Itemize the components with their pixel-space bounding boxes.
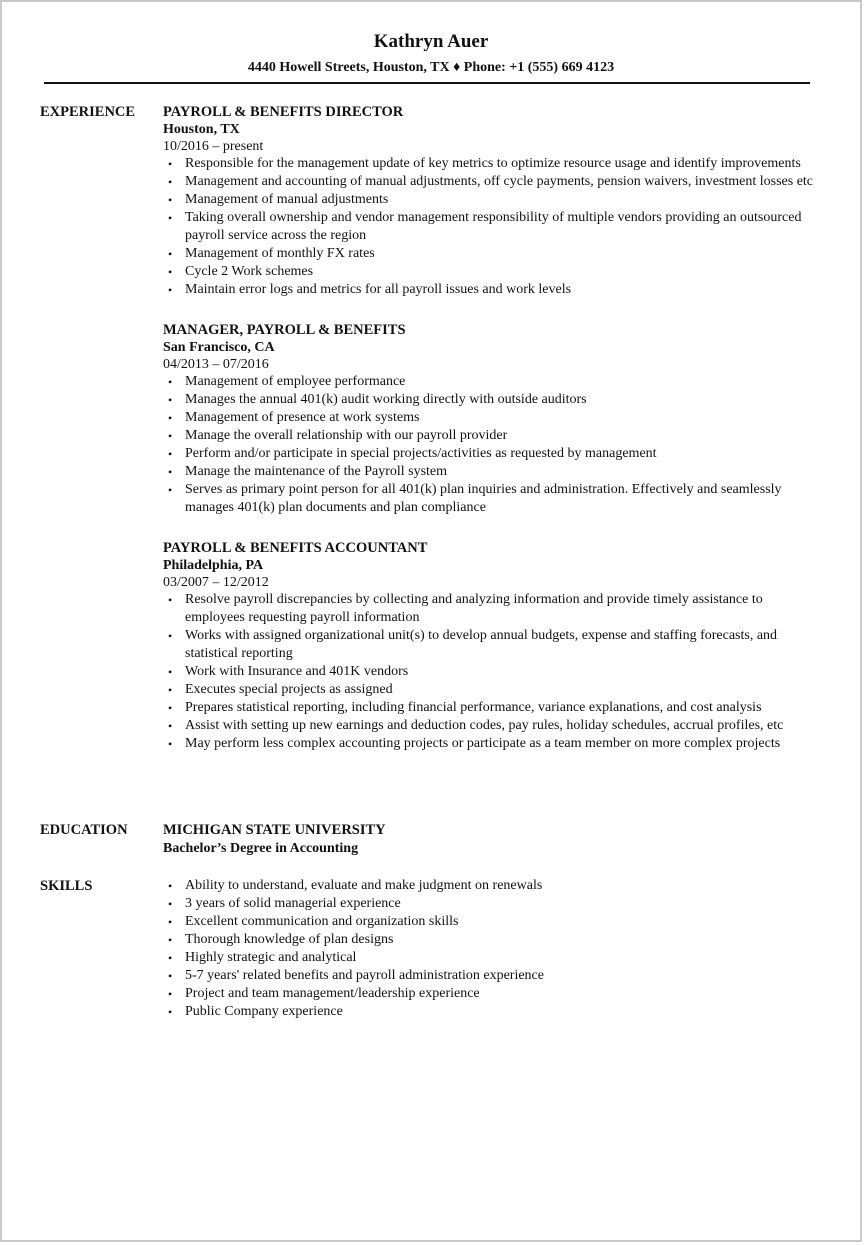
bullet-icon: • (168, 393, 173, 407)
job-bullets (163, 155, 823, 299)
job-bullets (163, 373, 823, 517)
bullet-icon: • (168, 157, 173, 171)
job-location: Houston, TX (163, 122, 240, 137)
list-item-text: Manage the overall relationship with our payroll provider (185, 428, 508, 443)
list-item (163, 591, 823, 627)
list-item-text: 3 years of solid managerial experience (185, 896, 401, 911)
education-school: MICHIGAN STATE UNIVERSITY (163, 822, 386, 838)
job-dates: 04/2013 – 07/2016 (163, 357, 269, 372)
bullet-icon: • (168, 987, 173, 1001)
list-item (163, 245, 823, 263)
bullet-icon: • (168, 719, 173, 733)
experience-label: EXPERIENCE (40, 104, 136, 120)
list-item (163, 735, 823, 753)
bullet-icon: • (168, 665, 173, 679)
education-label: EDUCATION (40, 822, 128, 838)
list-item (163, 209, 823, 245)
job-entry (163, 539, 823, 753)
list-item (163, 985, 823, 1003)
list-item (163, 663, 823, 681)
list-item (163, 481, 823, 517)
list-item (163, 627, 823, 663)
job-title: MANAGER, PAYROLL & BENEFITS (163, 322, 406, 338)
list-item (163, 895, 823, 913)
bullet-icon: • (168, 879, 173, 893)
job-entry (163, 321, 823, 517)
list-item-text: Manage the maintenance of the Payroll system (185, 464, 448, 479)
bullet-icon: • (168, 247, 173, 261)
list-item (163, 263, 823, 281)
bullet-icon: • (168, 1005, 173, 1019)
header-divider (44, 82, 810, 84)
job-dates: 03/2007 – 12/2012 (163, 575, 269, 590)
education-degree: Bachelor’s Degree in Accounting (163, 841, 359, 856)
list-item (163, 373, 823, 391)
bullet-icon: • (168, 465, 173, 479)
bullet-icon: • (168, 737, 173, 751)
list-item-text: 5-7 years' related benefits and payroll administration experience (185, 968, 544, 983)
contact-line: 4440 Howell Streets, Houston, TX ♦ Phone: +1 (555) 669 4123 (247, 60, 615, 75)
bullet-icon: • (168, 897, 173, 911)
experience-body (163, 103, 823, 775)
job-title: PAYROLL & BENEFITS DIRECTOR (163, 104, 404, 120)
bullet-icon: • (168, 411, 173, 425)
bullet-icon: • (168, 175, 173, 189)
job-title: PAYROLL & BENEFITS ACCOUNTANT (163, 540, 428, 556)
list-item-text: Responsible for the management update of key metrics to optimize resource usage and identify improvements (185, 156, 801, 171)
job-entry (163, 103, 823, 299)
list-item (163, 445, 823, 463)
list-item (163, 681, 823, 699)
bullet-icon: • (168, 265, 173, 279)
list-item-text: Manages the annual 401(k) audit working directly with outside auditors (185, 392, 587, 407)
skills-label: SKILLS (40, 878, 93, 894)
list-item (163, 155, 823, 173)
skills-body (163, 877, 823, 1021)
education-body (163, 821, 823, 859)
list-item (163, 281, 823, 299)
bullet-icon: • (168, 951, 173, 965)
bullet-icon: • (168, 969, 173, 983)
list-item-text: May perform less complex accounting projects or participate as a team member on more complex projects (185, 736, 781, 751)
list-item (163, 191, 823, 209)
list-item-text: Executes special projects as assigned (185, 682, 393, 697)
list-item-text: Cycle 2 Work schemes (185, 264, 314, 279)
job-location: Philadelphia, PA (163, 558, 264, 573)
bullet-icon: • (168, 429, 173, 443)
list-item-text: Management of manual adjustments (185, 192, 389, 207)
job-dates: 10/2016 – present (163, 139, 264, 154)
list-item (163, 1003, 823, 1021)
bullet-icon: • (168, 701, 173, 715)
bullet-icon: • (168, 193, 173, 207)
list-item-text: Highly strategic and analytical (185, 950, 357, 965)
list-item-text: Work with Insurance and 401K vendors (185, 664, 409, 679)
bullet-icon: • (168, 447, 173, 461)
list-item-text: Project and team management/leadership experience (185, 986, 480, 1001)
resume-header (2, 30, 860, 77)
list-item-text: Works with assigned organizational unit(s) to develop annual budgets, expense and staffing forecasts, and statistical reporting (185, 628, 778, 661)
bullet-icon: • (168, 283, 173, 297)
list-item-text: Management of monthly FX rates (185, 246, 375, 261)
list-item-text: Management and accounting of manual adjustments, off cycle payments, pension waivers, investment losses etc (185, 174, 814, 189)
bullet-icon: • (168, 915, 173, 929)
bullet-icon: • (168, 483, 173, 497)
list-item-text: Maintain error logs and metrics for all payroll issues and work levels (185, 282, 572, 297)
list-item-text: Perform and/or participate in special projects/activities as requested by management (185, 446, 657, 461)
bullet-icon: • (168, 933, 173, 947)
candidate-name: Kathryn Auer (373, 31, 489, 52)
list-item (163, 717, 823, 735)
list-item-text: Resolve payroll discrepancies by collecting and analyzing information and provide timely assistance to employees requesting payroll information (185, 592, 763, 625)
list-item-text: Taking overall ownership and vendor management responsibility of multiple vendors providing an outsourced payroll service across the region (185, 210, 802, 243)
list-item (163, 463, 823, 481)
list-item-text: Assist with setting up new earnings and deduction codes, pay rules, holiday schedules, accrual profiles, etc (185, 718, 784, 733)
list-item (163, 699, 823, 717)
list-item-text: Excellent communication and organization skills (185, 914, 459, 929)
list-item-text: Serves as primary point person for all 401(k) plan inquiries and administration. Effectively and seamlessly manages 401(k) plan documents and plan compliance (185, 482, 782, 515)
list-item (163, 913, 823, 931)
list-item-text: Management of presence at work systems (185, 410, 420, 425)
bullet-icon: • (168, 211, 173, 225)
list-item (163, 877, 823, 895)
bullet-icon: • (168, 593, 173, 607)
job-location: San Francisco, CA (163, 340, 275, 355)
bullet-icon: • (168, 375, 173, 389)
list-item (163, 391, 823, 409)
list-item-text: Prepares statistical reporting, including financial performance, variance explanations, and cost analysis (185, 700, 762, 715)
bullet-icon: • (168, 629, 173, 643)
bullet-icon: • (168, 683, 173, 697)
job-bullets (163, 591, 823, 753)
list-item (163, 427, 823, 445)
list-item (163, 967, 823, 985)
list-item (163, 949, 823, 967)
list-item-text: Ability to understand, evaluate and make judgment on renewals (185, 878, 543, 893)
list-item-text: Thorough knowledge of plan designs (185, 932, 394, 947)
list-item (163, 173, 823, 191)
list-item-text: Public Company experience (185, 1004, 343, 1019)
list-item (163, 931, 823, 949)
list-item-text: Management of employee performance (185, 374, 406, 389)
list-item (163, 409, 823, 427)
skills-list (163, 877, 823, 1021)
